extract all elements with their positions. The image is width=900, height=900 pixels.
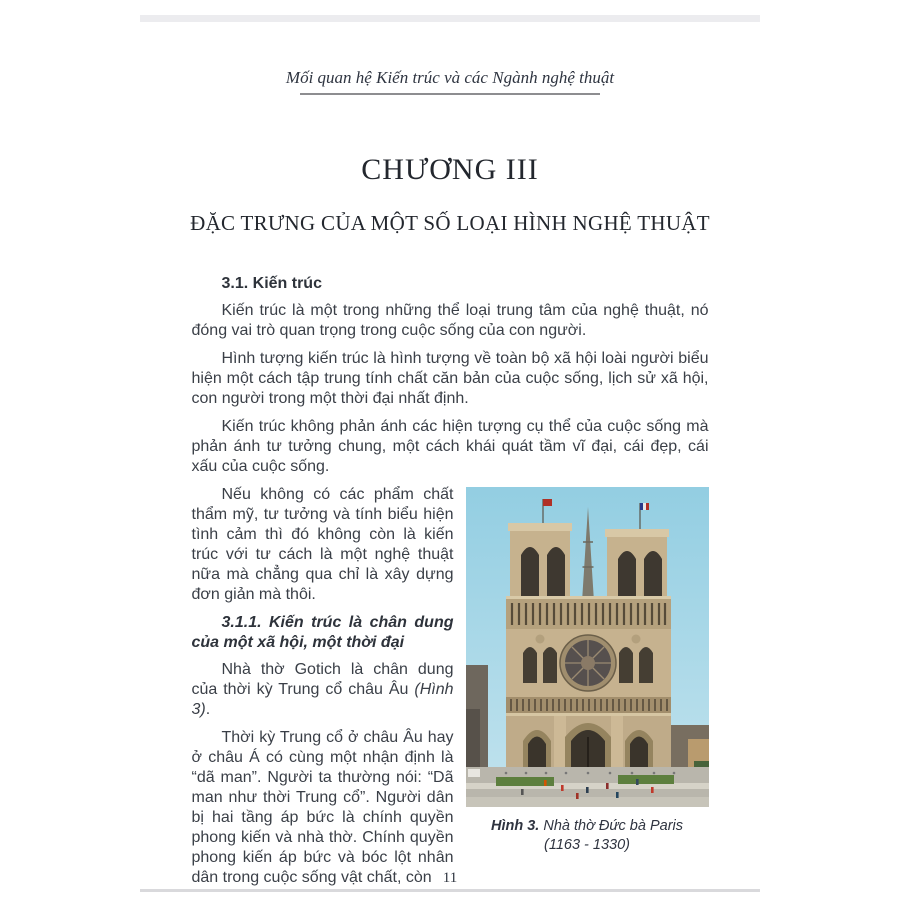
- paragraph-5-text: Nhà thờ Gotich là chân dung của thời kỳ Trung cổ châu Âu: [191, 661, 454, 698]
- paragraph-1: Kiến trúc là một trong những thể loại trung tâm của nghệ thuật, nó đóng vai trò quan trọng trong cuộc sống của con người.: [191, 302, 709, 339]
- figure-caption-text: Nhà thờ Đức bà Paris: [539, 818, 684, 834]
- running-head-rule: [300, 93, 600, 95]
- notre-dame-photo: [466, 487, 709, 807]
- paragraph-2: Hình tượng kiến trúc là hình tượng về toàn bộ xã hội loài người biểu hiện một cách tập trung tính chất căn bản của cuộc sống, lịch sử xã hội, con người trong một thời đại nhất định.: [191, 350, 709, 407]
- paragraph-6: Thời kỳ Trung cổ ở châu Âu hay ở châu Á có cùng một nhận định là “dã man”. Người ta thường nói: “Dã man như thời Trung cổ”. Người dân bị hai tầng áp bức là chính quyền phong kiến và nhà thờ. Chính quyền phong kiến áp bức và bóc lột nhân dân trong cuộc sống vật chất, còn: [191, 729, 454, 886]
- top-rule: [140, 15, 760, 22]
- paragraph-4: Nếu không có các phẩm chất thẩm mỹ, tư tưởng và tính biểu hiện tình cảm thì đó không còn là kiến trúc với tư cách là một nghệ thuật nữa mà chẳng qua chỉ là xây dựng đơn giản mà thôi.: [191, 486, 454, 603]
- figure-caption: [466, 817, 709, 855]
- section-heading-3-1: 3.1. Kiến trúc: [221, 275, 322, 292]
- paragraph-3: Kiến trúc không phản ánh các hiện tượng cụ thể của cuộc sống mà phản ánh tư tưởng chung, một cách khái quát tầm vĩ đại, cái đẹp, cái xấu của cuộc sống.: [191, 418, 709, 475]
- figure-caption-years: (1163 - 1330): [544, 837, 630, 853]
- running-title: Mối quan hệ Kiến trúc và các Ngành nghệ thuật: [285, 68, 615, 87]
- paragraph-5-end: .: [205, 701, 211, 718]
- footer-rule: [140, 889, 760, 892]
- figure-reference: (Hình 3): [191, 681, 454, 718]
- chapter-subtitle: ĐẶC TRƯNG CỦA MỘT SỐ LOẠI HÌNH NGHỆ THUẬT: [190, 211, 710, 235]
- chapter-title: CHƯƠNG III: [361, 153, 539, 186]
- section-heading-3-1-1: 3.1.1. Kiến trúc là chân dung của một xã hội, một thời đại: [191, 614, 454, 651]
- figure-notre-dame: [466, 487, 709, 855]
- page-number: 11: [442, 870, 458, 886]
- body-column: [192, 274, 709, 888]
- page-footer: [0, 870, 900, 892]
- figure-caption-label: Hình 3.: [490, 818, 540, 834]
- running-head: [0, 68, 900, 95]
